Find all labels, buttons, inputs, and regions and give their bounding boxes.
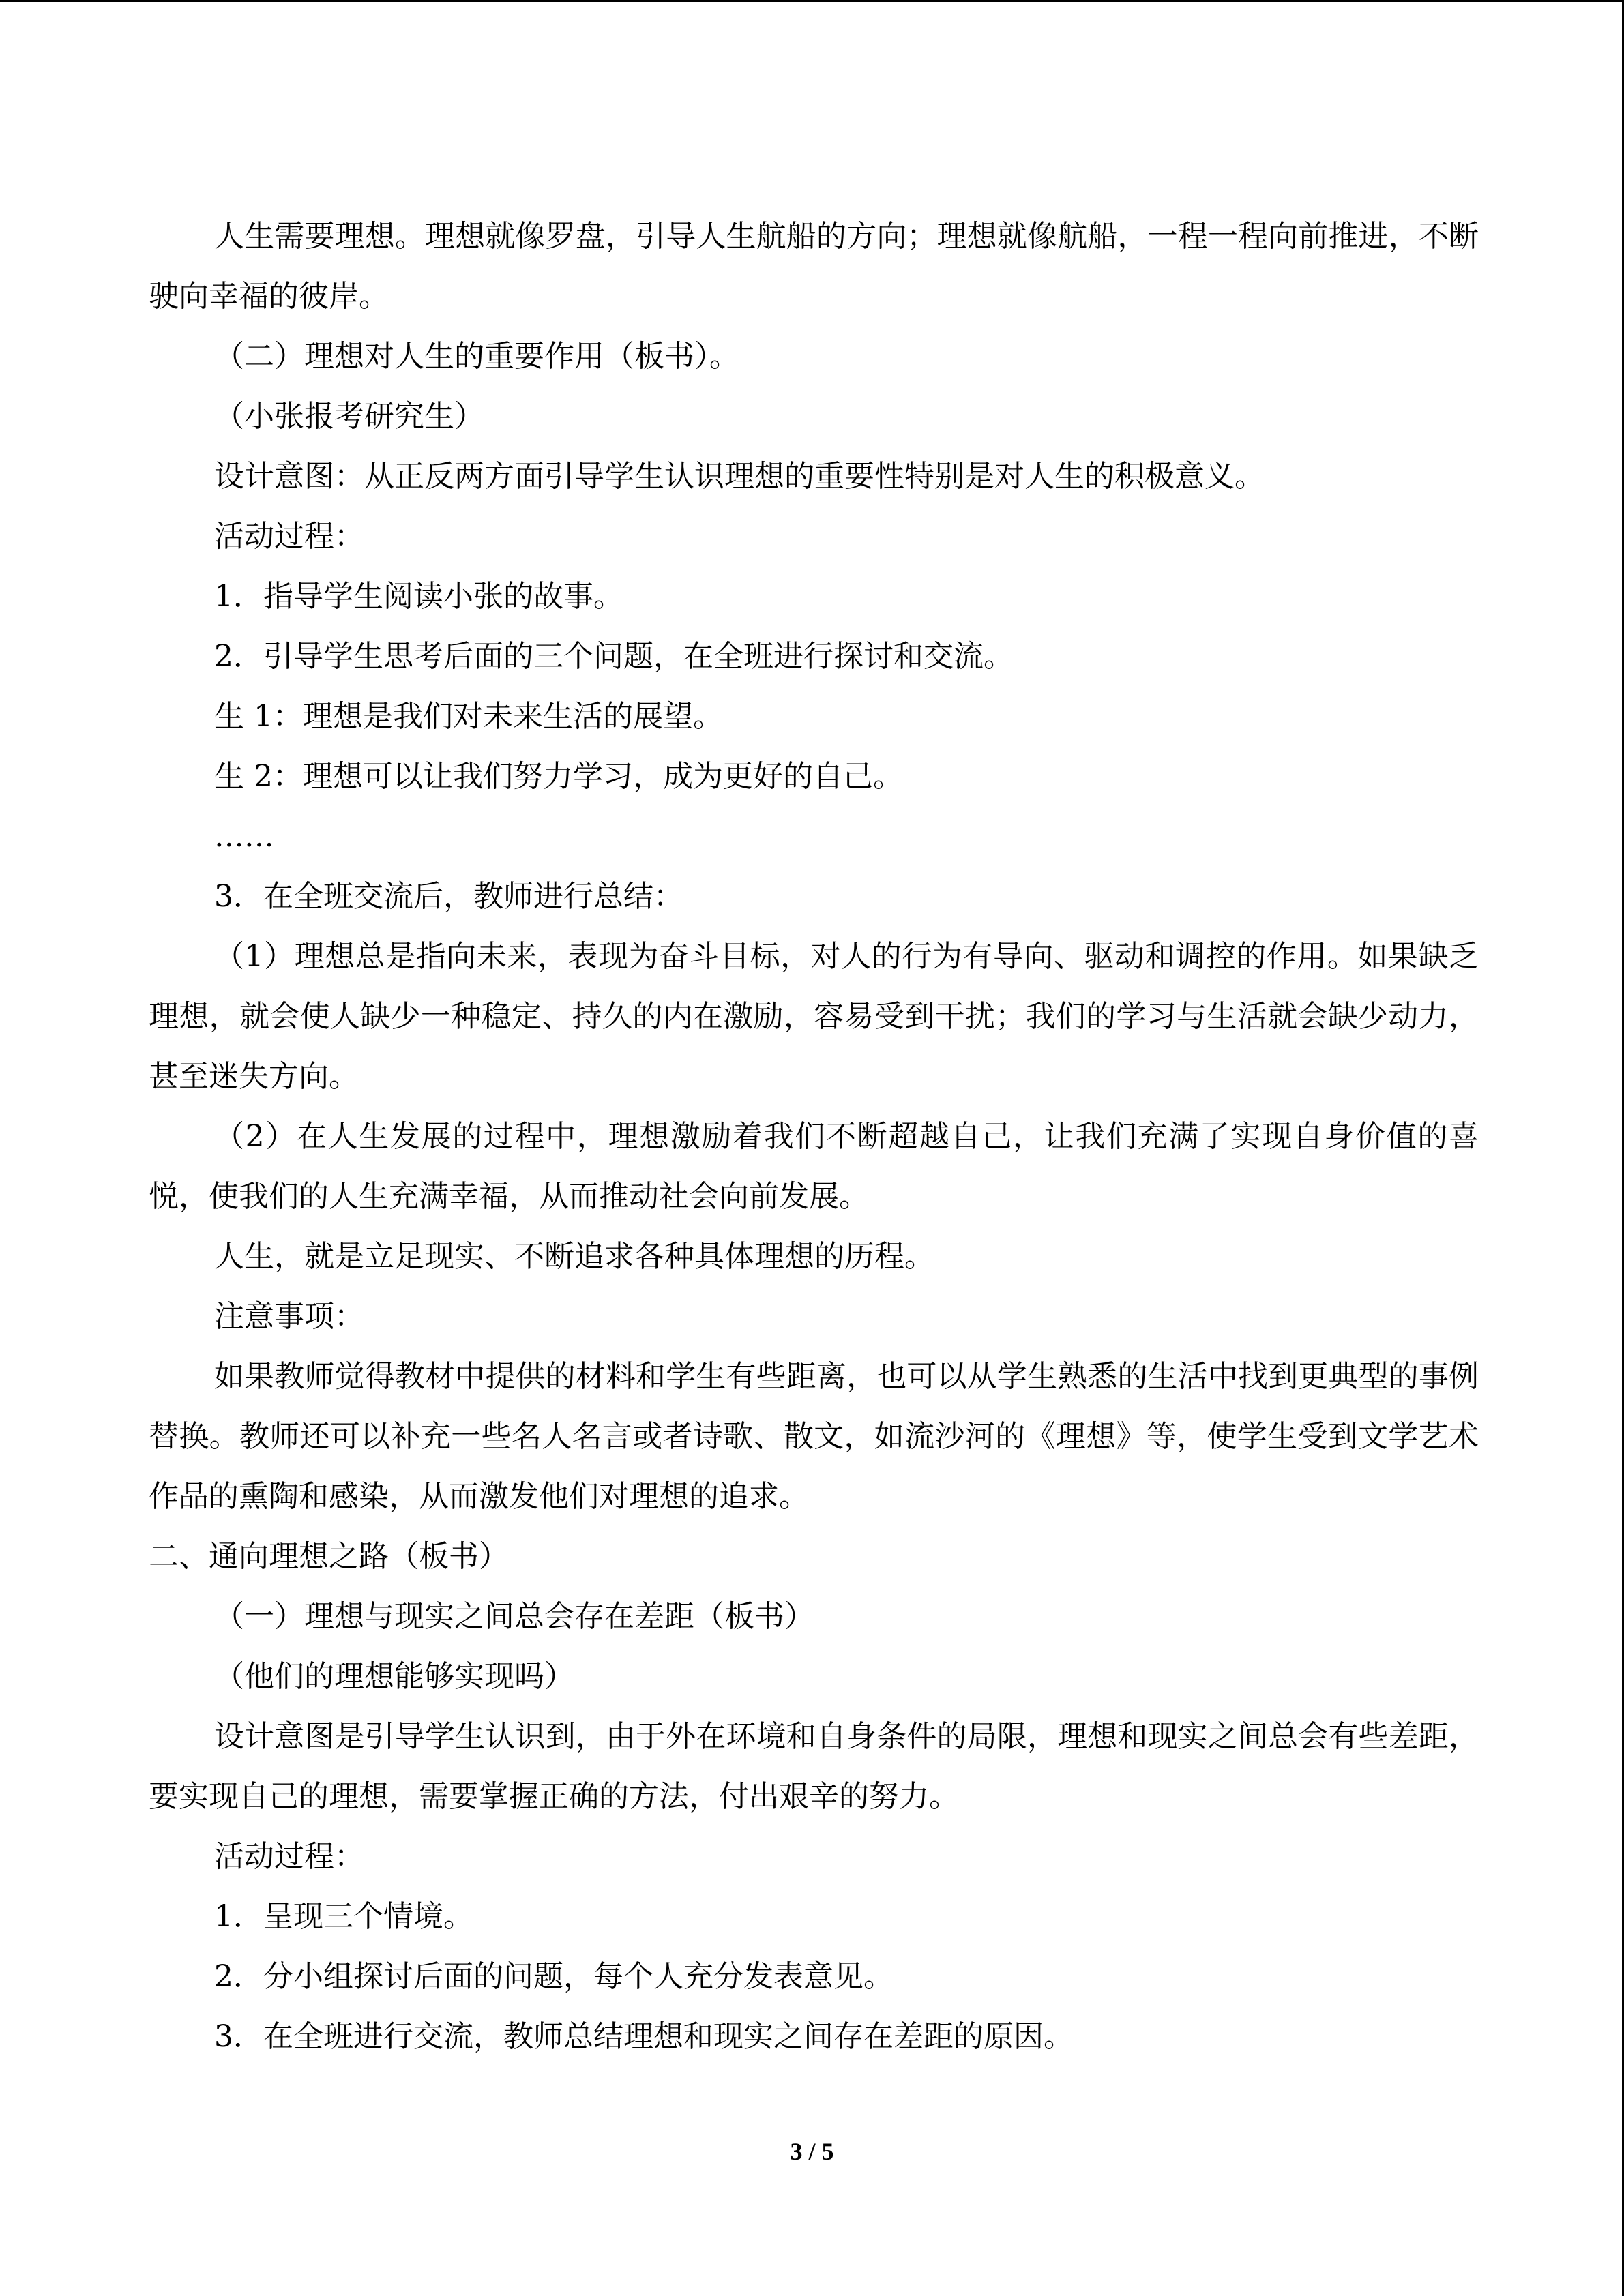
ellipsis: …… [214, 819, 274, 854]
label-activity-process-1: 活动过程： [214, 519, 364, 554]
subheading-xiaozhang: （小张报考研究生） [214, 399, 484, 434]
list-item-2-2: 2．分小组探讨后面的问题，每个人充分发表意见。 [214, 1959, 894, 1994]
student-answer-1: 生 1：理想是我们对未来生活的展望。 [214, 699, 723, 734]
page-number: 3 / 5 [790, 2138, 834, 2165]
list-item-1-3: 3．在全班交流后，教师进行总结： [214, 879, 683, 914]
document-body [149, 207, 1479, 2067]
label-activity-process-2: 活动过程： [214, 1839, 364, 1874]
student-answer-2: 生 2：理想可以让我们努力学习，成为更好的自己。 [214, 759, 903, 794]
section-heading-path-to-ideal: 二、通向理想之路（板书） [149, 1539, 509, 1574]
label-notes: 注意事项： [214, 1299, 364, 1334]
paragraph-design-intent-2: 设计意图是引导学生认识到，由于外在环境和自身条件的局限，理想和现实之间总会有些差距，要实现自己的理想，需要掌握正确的方法，付出艰辛的努力。 [149, 1719, 1479, 1814]
heading-gap-ideal-reality: （一）理想与现实之间总会存在差距（板书） [214, 1599, 814, 1634]
paragraph-notes: 如果教师觉得教材中提供的材料和学生有些距离，也可以从学生熟悉的生活中找到更典型的事例替换。教师还可以补充一些名人名言或者诗歌、散文，如流沙河的《理想》等，使学生受到文学艺术作品的熏陶和感染，从而激发他们对理想的追求。 [149, 1359, 1479, 1514]
paragraph-life-process: 人生，就是立足现实、不断追求各种具体理想的历程。 [214, 1239, 934, 1274]
list-item-2-3: 3．在全班进行交流，教师总结理想和现实之间存在差距的原因。 [214, 2019, 1074, 2054]
list-item-2-1: 1．呈现三个情境。 [214, 1899, 473, 1934]
paragraph-design-intent-1: 设计意图：从正反两方面引导学生认识理想的重要性特别是对人生的积极意义。 [214, 459, 1265, 494]
subheading-can-they-realize: （他们的理想能够实现吗） [214, 1659, 574, 1694]
heading-ideal-role: （二）理想对人生的重要作用（板书）。 [214, 339, 739, 374]
list-item-1-2: 2．引导学生思考后面的三个问题，在全班进行探讨和交流。 [214, 639, 1014, 674]
list-item-1-1: 1．指导学生阅读小张的故事。 [214, 579, 623, 614]
summary-point-2: （2）在人生发展的过程中，理想激励着我们不断超越自己，让我们充满了实现自身价值的喜悦，使我们的人生充满幸福，从而推动社会向前发展。 [149, 1119, 1479, 1214]
paragraph-ideal-compass: 人生需要理想。理想就像罗盘，引导人生航船的方向；理想就像航船，一程一程向前推进，不断驶向幸福的彼岸。 [149, 219, 1479, 314]
summary-point-1: （1）理想总是指向未来，表现为奋斗目标，对人的行为有导向、驱动和调控的作用。如果缺乏理想，就会使人缺少一种稳定、持久的内在激励，容易受到干扰；我们的学习与生活就会缺少动力，甚至迷失方向。 [149, 939, 1479, 1094]
